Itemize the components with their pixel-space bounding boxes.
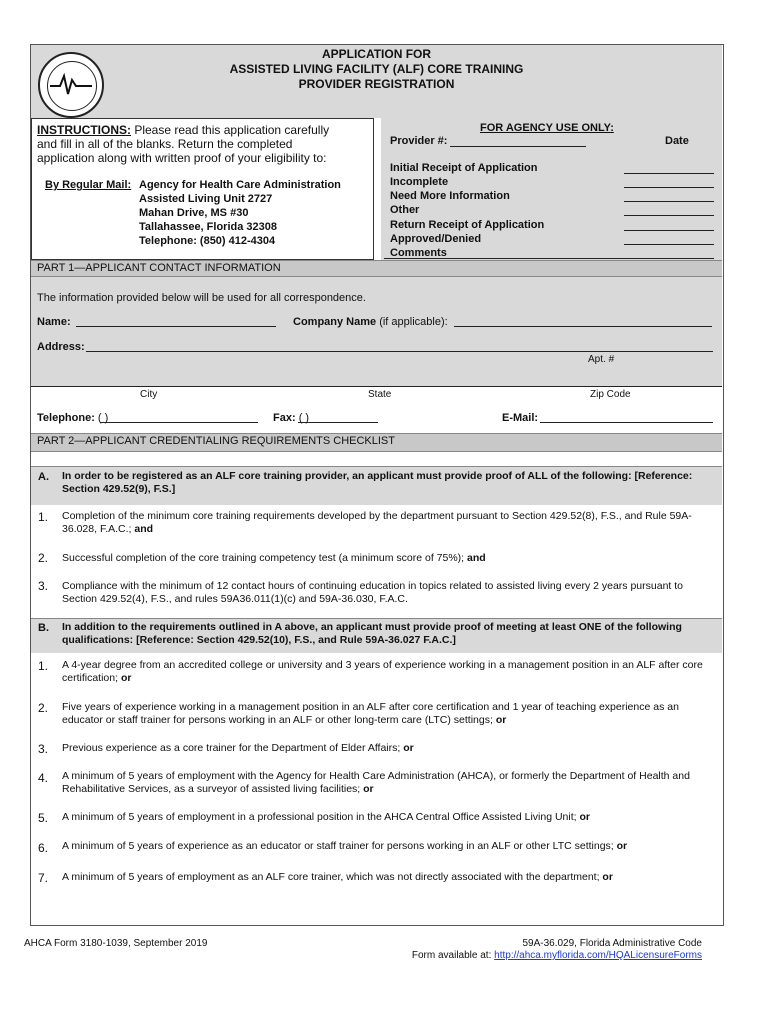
form-available-label: Form available at: — [411, 950, 495, 961]
section-b-item-6-conj: or — [616, 840, 628, 852]
section-b-text: In addition to the requirements outlined in A above, an applicant must provide proof of meeting at least ONE of the following qualifications: [Reference: Section 429.52(10), F.S., and Rule 59A-36.027 F.A.C.] — [62, 621, 682, 646]
section-b-item-6-num: 6. — [38, 841, 49, 855]
section-b-item-7-text: A minimum of 5 years of employment as an ALF core trainer, which was not directly associated with the department; — [62, 871, 603, 883]
zip-label: Zip Code — [590, 389, 631, 400]
section-b-item-4-text: A minimum of 5 years of employment with the Agency for Health Care Administration (AHCA), or formerly the Department of Health and Rehabilitative Services, as a surveyor of assisted living facilities; — [62, 770, 690, 795]
section-b-item-5-num: 5. — [38, 811, 49, 825]
title-line-3: PROVIDER REGISTRATION — [298, 77, 455, 91]
section-a-item-1 — [62, 510, 717, 536]
section-a-text: In order to be registered as an ALF core training provider, an applicant must provide proof of ALL of the following: [Reference: Section 429.52(9), F.S.] — [62, 470, 693, 495]
section-b-item-6 — [62, 840, 717, 853]
section-b-item-5 — [62, 811, 717, 824]
section-b-item-1 — [62, 659, 717, 685]
agency-row-other: Other — [390, 204, 420, 216]
instructions-label: INSTRUCTIONS: — [37, 123, 131, 137]
section-b-item-6-text: A minimum of 5 years of experience as an educator or staff trainer for persons working in an ALF or other LTC settings; — [62, 840, 617, 852]
date-field-approved-denied[interactable] — [624, 244, 714, 245]
city-state-zip-field[interactable] — [31, 386, 722, 387]
date-field-return-receipt[interactable] — [624, 230, 714, 231]
section-a-item-3-num: 3. — [38, 579, 49, 593]
agency-row-initial-receipt: Initial Receipt of Application — [390, 162, 538, 174]
section-b-item-7-conj: or — [602, 871, 613, 883]
form-id: AHCA Form 3180-1039, September 2019 — [24, 938, 208, 949]
email-label: E-Mail: — [502, 412, 539, 424]
part1-heading-bar — [31, 260, 722, 277]
address-line-1: Agency for Health Care Administration — [139, 179, 341, 191]
address-label: Address: — [37, 341, 85, 353]
section-a-item-2-num: 2. — [38, 551, 49, 565]
email-field[interactable] — [540, 422, 713, 423]
section-b-item-2 — [62, 701, 717, 727]
company-name-note: (if applicable): — [376, 316, 448, 328]
fax-field[interactable] — [298, 422, 378, 423]
section-a-item-1-num: 1. — [38, 510, 49, 524]
section-b-item-2-text: Five years of experience working in a management position in an ALF after core certification and 1 year of teaching experience as an educator or staff trainer for persons working in an ALF or other long-term care (LTC) settings; — [62, 701, 679, 726]
section-b-item-3-text: Previous experience as a core trainer for the Department of Elder Affairs; — [62, 742, 404, 754]
address-line-3: Mahan Drive, MS #30 — [139, 207, 249, 219]
part1-intro: The information provided below will be used for all correspondence. — [37, 292, 366, 304]
agency-row-comments: Comments — [390, 247, 447, 259]
section-b-item-4 — [62, 770, 717, 796]
mailing-address — [139, 178, 341, 248]
company-name-label: Company Name — [293, 316, 377, 328]
title-line-2: ASSISTED LIVING FACILITY (ALF) CORE TRAINING — [229, 62, 524, 76]
part2-heading-bar — [31, 433, 722, 452]
section-b-item-2-num: 2. — [38, 701, 49, 715]
agency-row-incomplete: Incomplete — [390, 176, 449, 188]
telephone-paren: ( ) — [97, 412, 109, 424]
section-b-item-3-num: 3. — [38, 742, 49, 756]
section-a-item-3-text: Compliance with the minimum of 12 contact hours of continuing education in topics related to assisted living every 2 years pursuant to Section 429.52(4), F.S., and rules 59A36.011(1)(c) and 59A-36.030, F.A.C. — [62, 580, 683, 605]
mail-label: By Regular Mail: — [45, 179, 132, 191]
section-b-item-1-text: A 4-year degree from an accredited college or university and 3 years of experience working in a management position in an ALF after core certification; — [62, 659, 703, 684]
instructions-line-3: application along with written proof of your eligibility to: — [37, 151, 327, 165]
rule-citation: 59A-36.029, Florida Administrative Code — [522, 938, 702, 949]
provider-number-field[interactable] — [450, 146, 586, 147]
part2-heading: PART 2—APPLICANT CREDENTIALING REQUIREMENTS CHECKLIST — [37, 435, 395, 447]
fax-label: Fax: — [273, 412, 299, 424]
agency-row-need-more-info: Need More Information — [390, 190, 510, 202]
provider-number-label: Provider #: — [390, 135, 448, 147]
telephone-label: Telephone: — [37, 412, 98, 424]
apt-label: Apt. # — [588, 354, 615, 365]
telephone-field[interactable] — [100, 422, 258, 423]
form-availability — [360, 950, 702, 962]
title-line-1: APPLICATION FOR — [321, 47, 432, 61]
section-b-item-5-conj: or — [579, 811, 590, 823]
city-label: City — [140, 389, 158, 400]
form-title — [31, 47, 722, 92]
instructions-line-1: Please read this application carefully — [131, 123, 330, 137]
address-line-4: Tallahassee, Florida 32308 — [139, 221, 277, 233]
state-label: State — [368, 389, 392, 400]
agency-row-approved-denied: Approved/Denied — [390, 233, 482, 245]
address-line-5: Telephone: (850) 412-4304 — [139, 235, 276, 247]
section-b-item-7 — [62, 871, 717, 884]
section-b-item-1-conj: or — [120, 672, 132, 684]
section-b-item-5-text: A minimum of 5 years of employment in a professional position in the AHCA Central Office Assisted Living Unit; — [62, 811, 580, 823]
comments-field[interactable] — [384, 258, 714, 259]
instructions-text — [37, 123, 372, 165]
section-a-letter: A. — [38, 471, 49, 483]
section-a-item-1-text: Completion of the minimum core training requirements developed by the department pursuant to Section 429.52(8), F.S., and Rule 59A-36.028, F.A.C.; — [62, 510, 692, 535]
company-name-field[interactable] — [454, 326, 712, 327]
agency-use-title: FOR AGENCY USE ONLY: — [480, 122, 614, 134]
section-b-item-4-num: 4. — [38, 771, 49, 785]
instructions-line-2: and fill in all of the blanks. Return the completed — [37, 137, 293, 151]
telephone-label-wrap — [37, 411, 108, 425]
section-b-item-4-conj: or — [363, 783, 374, 795]
section-a-item-2-conj: and — [467, 552, 486, 564]
address-field[interactable] — [86, 351, 713, 352]
agency-row-return-receipt: Return Receipt of Application — [390, 219, 545, 231]
part1-heading: PART 1—APPLICANT CONTACT INFORMATION — [37, 262, 281, 274]
date-field-incomplete[interactable] — [624, 187, 714, 188]
date-field-other[interactable] — [624, 215, 714, 216]
section-a-item-1-conj: and — [134, 523, 154, 535]
agency-date-label: Date — [665, 135, 689, 147]
section-b-item-2-conj: or — [495, 714, 507, 726]
form-link[interactable]: http://ahca.myflorida.com/HQALicensureForms — [494, 950, 702, 961]
section-a-item-2-text: Successful completion of the core training competency test (a minimum score of 75%); — [62, 552, 468, 564]
name-label: Name: — [37, 316, 71, 328]
section-a-item-2 — [62, 552, 717, 565]
fax-paren: ( ) — [298, 412, 310, 424]
section-b-letter: B. — [38, 622, 49, 634]
section-a-item-3 — [62, 580, 717, 606]
section-b-item-3-conj: or — [403, 742, 414, 754]
part2-spacer — [31, 452, 722, 467]
company-name-label-wrap — [293, 315, 448, 329]
date-field-need-more-info[interactable] — [624, 201, 714, 202]
section-b-item-1-num: 1. — [38, 659, 49, 673]
section-b-item-7-num: 7. — [38, 871, 49, 885]
date-field-initial-receipt[interactable] — [624, 173, 714, 174]
address-line-2: Assisted Living Unit 2727 — [139, 193, 273, 205]
name-field[interactable] — [76, 326, 276, 327]
section-b-item-3 — [62, 742, 717, 755]
